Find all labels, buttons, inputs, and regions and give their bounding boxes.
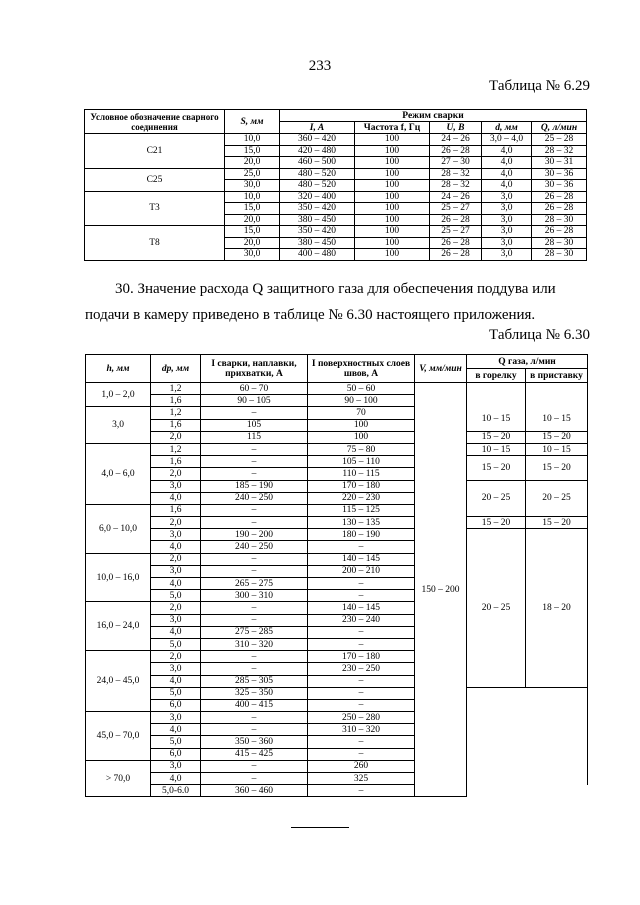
header-welding-mode: Режим сварки (280, 110, 587, 122)
i-weld-cell: – (201, 663, 308, 675)
i-surface-cell: 105 – 110 (308, 456, 415, 468)
d-cell: 3,0 (482, 249, 532, 261)
v-cell: 150 – 200 (415, 383, 467, 797)
i-surface-cell: 230 – 250 (308, 663, 415, 675)
u-cell: 26 – 28 (430, 237, 482, 249)
i-weld-cell: 400 – 415 (201, 699, 308, 711)
d-cell: 3,0 (482, 203, 532, 215)
i-weld-cell: – (201, 456, 308, 468)
u-cell: 26 – 28 (430, 214, 482, 226)
dp-cell: 4,0 (151, 773, 201, 785)
q-attachment-cell: 18 – 20 (526, 529, 588, 687)
q-cell: 28 – 32 (532, 145, 587, 157)
h-cell: 3,0 (86, 407, 151, 444)
i-weld-cell: 265 – 275 (201, 578, 308, 590)
table-6-29 (84, 109, 587, 261)
i-surface-cell: 50 – 60 (308, 383, 415, 395)
u-cell: 28 – 32 (430, 168, 482, 180)
q-attachment-cell: 20 – 25 (526, 480, 588, 517)
q-attachment-cell: 15 – 20 (526, 456, 588, 480)
header-attachment: в приставку (526, 369, 588, 383)
i-surface-cell: – (308, 675, 415, 687)
q-cell: 30 – 31 (532, 157, 587, 169)
q-cell: 26 – 28 (532, 191, 587, 203)
i-weld-cell: 310 – 320 (201, 638, 308, 650)
dp-cell: 4,0 (151, 626, 201, 638)
i-weld-cell: 240 – 250 (201, 541, 308, 553)
q-torch-cell: 15 – 20 (467, 517, 526, 529)
h-cell: 24,0 – 45,0 (86, 651, 151, 712)
dp-cell: 2,0 (151, 431, 201, 443)
header-i: I, A (280, 122, 355, 134)
f-cell: 100 (355, 191, 430, 203)
i-surface-cell: 100 (308, 431, 415, 443)
dp-cell: 5,0 (151, 736, 201, 748)
i-weld-cell: – (201, 760, 308, 772)
i-surface-cell: 130 – 135 (308, 517, 415, 529)
i-surface-cell: – (308, 578, 415, 590)
dp-cell: 1,2 (151, 383, 201, 395)
q-attachment-cell: 10 – 15 (526, 443, 588, 455)
i-weld-cell: 240 – 250 (201, 492, 308, 504)
u-cell: 25 – 27 (430, 203, 482, 215)
header-q: Q, л/мин (532, 122, 587, 134)
dp-cell: 4,0 (151, 492, 201, 504)
i-weld-cell: – (201, 724, 308, 736)
i-surface-cell: 90 – 100 (308, 395, 415, 407)
i-surface-cell: 250 – 280 (308, 712, 415, 724)
header-dp: dp, мм (151, 355, 201, 383)
header-v: V, мм/мин (415, 355, 467, 383)
q-cell: 28 – 30 (532, 249, 587, 261)
dp-cell: 3,0 (151, 480, 201, 492)
q-torch-cell: 10 – 15 (467, 407, 526, 431)
i-surface-cell: – (308, 748, 415, 760)
dp-cell: 4,0 (151, 675, 201, 687)
i-surface-cell: 260 (308, 760, 415, 772)
f-cell: 100 (355, 226, 430, 238)
s-cell: 30,0 (225, 180, 280, 192)
q-torch-cell: 20 – 25 (467, 529, 526, 687)
header-torch: в горелку (467, 369, 526, 383)
i-cell: 400 – 480 (280, 249, 355, 261)
i-surface-cell: 200 – 210 (308, 565, 415, 577)
i-cell: 420 – 480 (280, 145, 355, 157)
i-weld-cell: 285 – 305 (201, 675, 308, 687)
i-weld-cell: 360 – 460 (201, 785, 308, 797)
header-frequency: Частота f, Гц (355, 122, 430, 134)
dp-cell: 4,0 (151, 578, 201, 590)
i-weld-cell: 190 – 200 (201, 529, 308, 541)
joint-cell: С25 (85, 168, 225, 191)
q-attachment-cell (526, 383, 588, 407)
dp-cell: 5,0-6.0 (151, 785, 201, 797)
header-u: U, В (430, 122, 482, 134)
d-cell: 4,0 (482, 157, 532, 169)
i-weld-cell: – (201, 651, 308, 663)
h-cell: 6,0 – 10,0 (86, 504, 151, 553)
i-weld-cell: 60 – 70 (201, 383, 308, 395)
u-cell: 25 – 27 (430, 226, 482, 238)
i-weld-cell: – (201, 443, 308, 455)
s-cell: 20,0 (225, 214, 280, 226)
d-cell: 4,0 (482, 168, 532, 180)
table-6-30-caption: Таблица № 6.30 (489, 327, 590, 343)
i-surface-cell: – (308, 785, 415, 797)
i-surface-cell: 180 – 190 (308, 529, 415, 541)
i-cell: 380 – 450 (280, 214, 355, 226)
i-surface-cell: 110 – 115 (308, 468, 415, 480)
i-surface-cell: 325 (308, 773, 415, 785)
dp-cell: 3,0 (151, 712, 201, 724)
i-weld-cell: – (201, 517, 308, 529)
i-cell: 480 – 520 (280, 180, 355, 192)
i-surface-cell: – (308, 590, 415, 602)
q-cell: 28 – 30 (532, 214, 587, 226)
i-surface-cell: – (308, 687, 415, 699)
header-s: S, мм (225, 110, 280, 134)
i-surface-cell: – (308, 699, 415, 711)
dp-cell: 5,0 (151, 590, 201, 602)
i-surface-cell: – (308, 626, 415, 638)
f-cell: 100 (355, 180, 430, 192)
f-cell: 100 (355, 168, 430, 180)
q-attachment-cell: 15 – 20 (526, 517, 588, 529)
i-surface-cell: 220 – 230 (308, 492, 415, 504)
i-surface-cell: – (308, 541, 415, 553)
dp-cell: 2,0 (151, 651, 201, 663)
f-cell: 100 (355, 214, 430, 226)
q-torch-cell: 15 – 20 (467, 431, 526, 443)
i-cell: 350 – 420 (280, 226, 355, 238)
i-weld-cell: 300 – 310 (201, 590, 308, 602)
i-cell: 350 – 420 (280, 203, 355, 215)
i-cell: 320 – 400 (280, 191, 355, 203)
s-cell: 20,0 (225, 237, 280, 249)
q-attachment-cell: 10 – 15 (526, 407, 588, 431)
footer-rule (291, 827, 349, 828)
d-cell: 4,0 (482, 180, 532, 192)
q-torch-cell: 15 – 20 (467, 456, 526, 480)
dp-cell: 1,6 (151, 419, 201, 431)
u-cell: 24 – 26 (430, 134, 482, 146)
joint-cell: Т8 (85, 226, 225, 261)
i-weld-cell: 105 (201, 419, 308, 431)
dp-cell: 1,6 (151, 456, 201, 468)
i-weld-cell: – (201, 773, 308, 785)
i-surface-cell: 70 (308, 407, 415, 419)
i-weld-cell: – (201, 602, 308, 614)
i-surface-cell: 75 – 80 (308, 443, 415, 455)
q-cell: 30 – 36 (532, 180, 587, 192)
i-weld-cell: – (201, 468, 308, 480)
q-cell: 28 – 30 (532, 237, 587, 249)
joint-cell: С21 (85, 134, 225, 169)
d-cell: 3,0 – 4,0 (482, 134, 532, 146)
dp-cell: 3,0 (151, 529, 201, 541)
i-cell: 360 – 420 (280, 134, 355, 146)
f-cell: 100 (355, 203, 430, 215)
dp-cell: 2,0 (151, 517, 201, 529)
dp-cell: 3,0 (151, 565, 201, 577)
dp-cell: 1,6 (151, 395, 201, 407)
i-surface-cell: 310 – 320 (308, 724, 415, 736)
dp-cell: 1,6 (151, 504, 201, 516)
i-weld-cell: – (201, 614, 308, 626)
i-surface-cell: 140 – 145 (308, 553, 415, 565)
u-cell: 28 – 32 (430, 180, 482, 192)
f-cell: 100 (355, 249, 430, 261)
dp-cell: 4,0 (151, 541, 201, 553)
i-surface-cell: 140 – 145 (308, 602, 415, 614)
dp-cell: 6,0 (151, 748, 201, 760)
dp-cell: 2,0 (151, 602, 201, 614)
i-weld-cell: – (201, 553, 308, 565)
h-cell: 4,0 – 6,0 (86, 443, 151, 504)
header-designation: Условное обозначение сварного соединения (85, 110, 225, 134)
h-cell: 45,0 – 70,0 (86, 712, 151, 761)
q-torch-cell: 10 – 15 (467, 443, 526, 455)
d-cell: 3,0 (482, 214, 532, 226)
dp-cell: 2,0 (151, 553, 201, 565)
i-surface-cell: 100 (308, 419, 415, 431)
f-cell: 100 (355, 145, 430, 157)
h-cell: 10,0 – 16,0 (86, 553, 151, 602)
table-6-30 (85, 354, 588, 797)
i-cell: 460 – 500 (280, 157, 355, 169)
i-cell: 480 – 520 (280, 168, 355, 180)
d-cell: 3,0 (482, 191, 532, 203)
i-surface-cell: 170 – 180 (308, 651, 415, 663)
i-weld-cell: – (201, 504, 308, 516)
header-h: h, мм (86, 355, 151, 383)
dp-cell: 3,0 (151, 614, 201, 626)
i-weld-cell: 415 – 425 (201, 748, 308, 760)
paragraph-30-line-1: 30. Значение расхода Q защитного газа для обеспечения поддува или (115, 281, 556, 297)
i-weld-cell: 275 – 285 (201, 626, 308, 638)
d-cell: 3,0 (482, 237, 532, 249)
i-surface-cell: – (308, 736, 415, 748)
i-surface-cell: 115 – 125 (308, 504, 415, 516)
header-q-gas: Q газа, л/мин (467, 355, 588, 369)
dp-cell: 4,0 (151, 724, 201, 736)
u-cell: 27 – 30 (430, 157, 482, 169)
u-cell: 24 – 26 (430, 191, 482, 203)
s-cell: 15,0 (225, 203, 280, 215)
dp-cell: 1,2 (151, 407, 201, 419)
d-cell: 3,0 (482, 226, 532, 238)
i-weld-cell: 115 (201, 431, 308, 443)
dp-cell: 3,0 (151, 760, 201, 772)
table-6-29-caption: Таблица № 6.29 (489, 78, 590, 94)
q-cell: 25 – 28 (532, 134, 587, 146)
s-cell: 10,0 (225, 134, 280, 146)
header-i-weld: I сварки, наплавки, прихватки, А (201, 355, 308, 383)
i-surface-cell: – (308, 638, 415, 650)
i-weld-cell: – (201, 565, 308, 577)
s-cell: 10,0 (225, 191, 280, 203)
s-cell: 30,0 (225, 249, 280, 261)
joint-cell: Т3 (85, 191, 225, 226)
s-cell: 20,0 (225, 157, 280, 169)
i-surface-cell: 230 – 240 (308, 614, 415, 626)
u-cell: 26 – 28 (430, 145, 482, 157)
header-d: d, мм (482, 122, 532, 134)
h-cell: 16,0 – 24,0 (86, 602, 151, 651)
f-cell: 100 (355, 157, 430, 169)
dp-cell: 6,0 (151, 699, 201, 711)
dp-cell: 5,0 (151, 687, 201, 699)
q-attachment-cell: 15 – 20 (526, 431, 588, 443)
dp-cell: 3,0 (151, 663, 201, 675)
q-cell: 26 – 28 (532, 226, 587, 238)
i-weld-cell: 90 – 105 (201, 395, 308, 407)
s-cell: 25,0 (225, 168, 280, 180)
dp-cell: 5,0 (151, 638, 201, 650)
header-i-surface: I поверхностных слоев швов, А (308, 355, 415, 383)
h-cell: > 70,0 (86, 760, 151, 797)
s-cell: 15,0 (225, 226, 280, 238)
i-surface-cell: 170 – 180 (308, 480, 415, 492)
f-cell: 100 (355, 237, 430, 249)
h-cell: 1,0 – 2,0 (86, 383, 151, 407)
u-cell: 26 – 28 (430, 249, 482, 261)
d-cell: 4,0 (482, 145, 532, 157)
s-cell: 15,0 (225, 145, 280, 157)
i-cell: 380 – 450 (280, 237, 355, 249)
paragraph-30-line-2: подачи в камеру приведено в таблице № 6.30 настоящего приложения. (85, 307, 536, 323)
i-weld-cell: – (201, 712, 308, 724)
i-weld-cell: 185 – 190 (201, 480, 308, 492)
f-cell: 100 (355, 134, 430, 146)
q-torch-cell (467, 383, 526, 407)
q-cell: 30 – 36 (532, 168, 587, 180)
i-weld-cell: – (201, 407, 308, 419)
i-weld-cell: 350 – 360 (201, 736, 308, 748)
dp-cell: 2,0 (151, 468, 201, 480)
page-number: 233 (308, 58, 332, 74)
q-cell: 26 – 28 (532, 203, 587, 215)
dp-cell: 1,2 (151, 443, 201, 455)
q-torch-cell: 20 – 25 (467, 480, 526, 517)
i-weld-cell: 325 – 350 (201, 687, 308, 699)
